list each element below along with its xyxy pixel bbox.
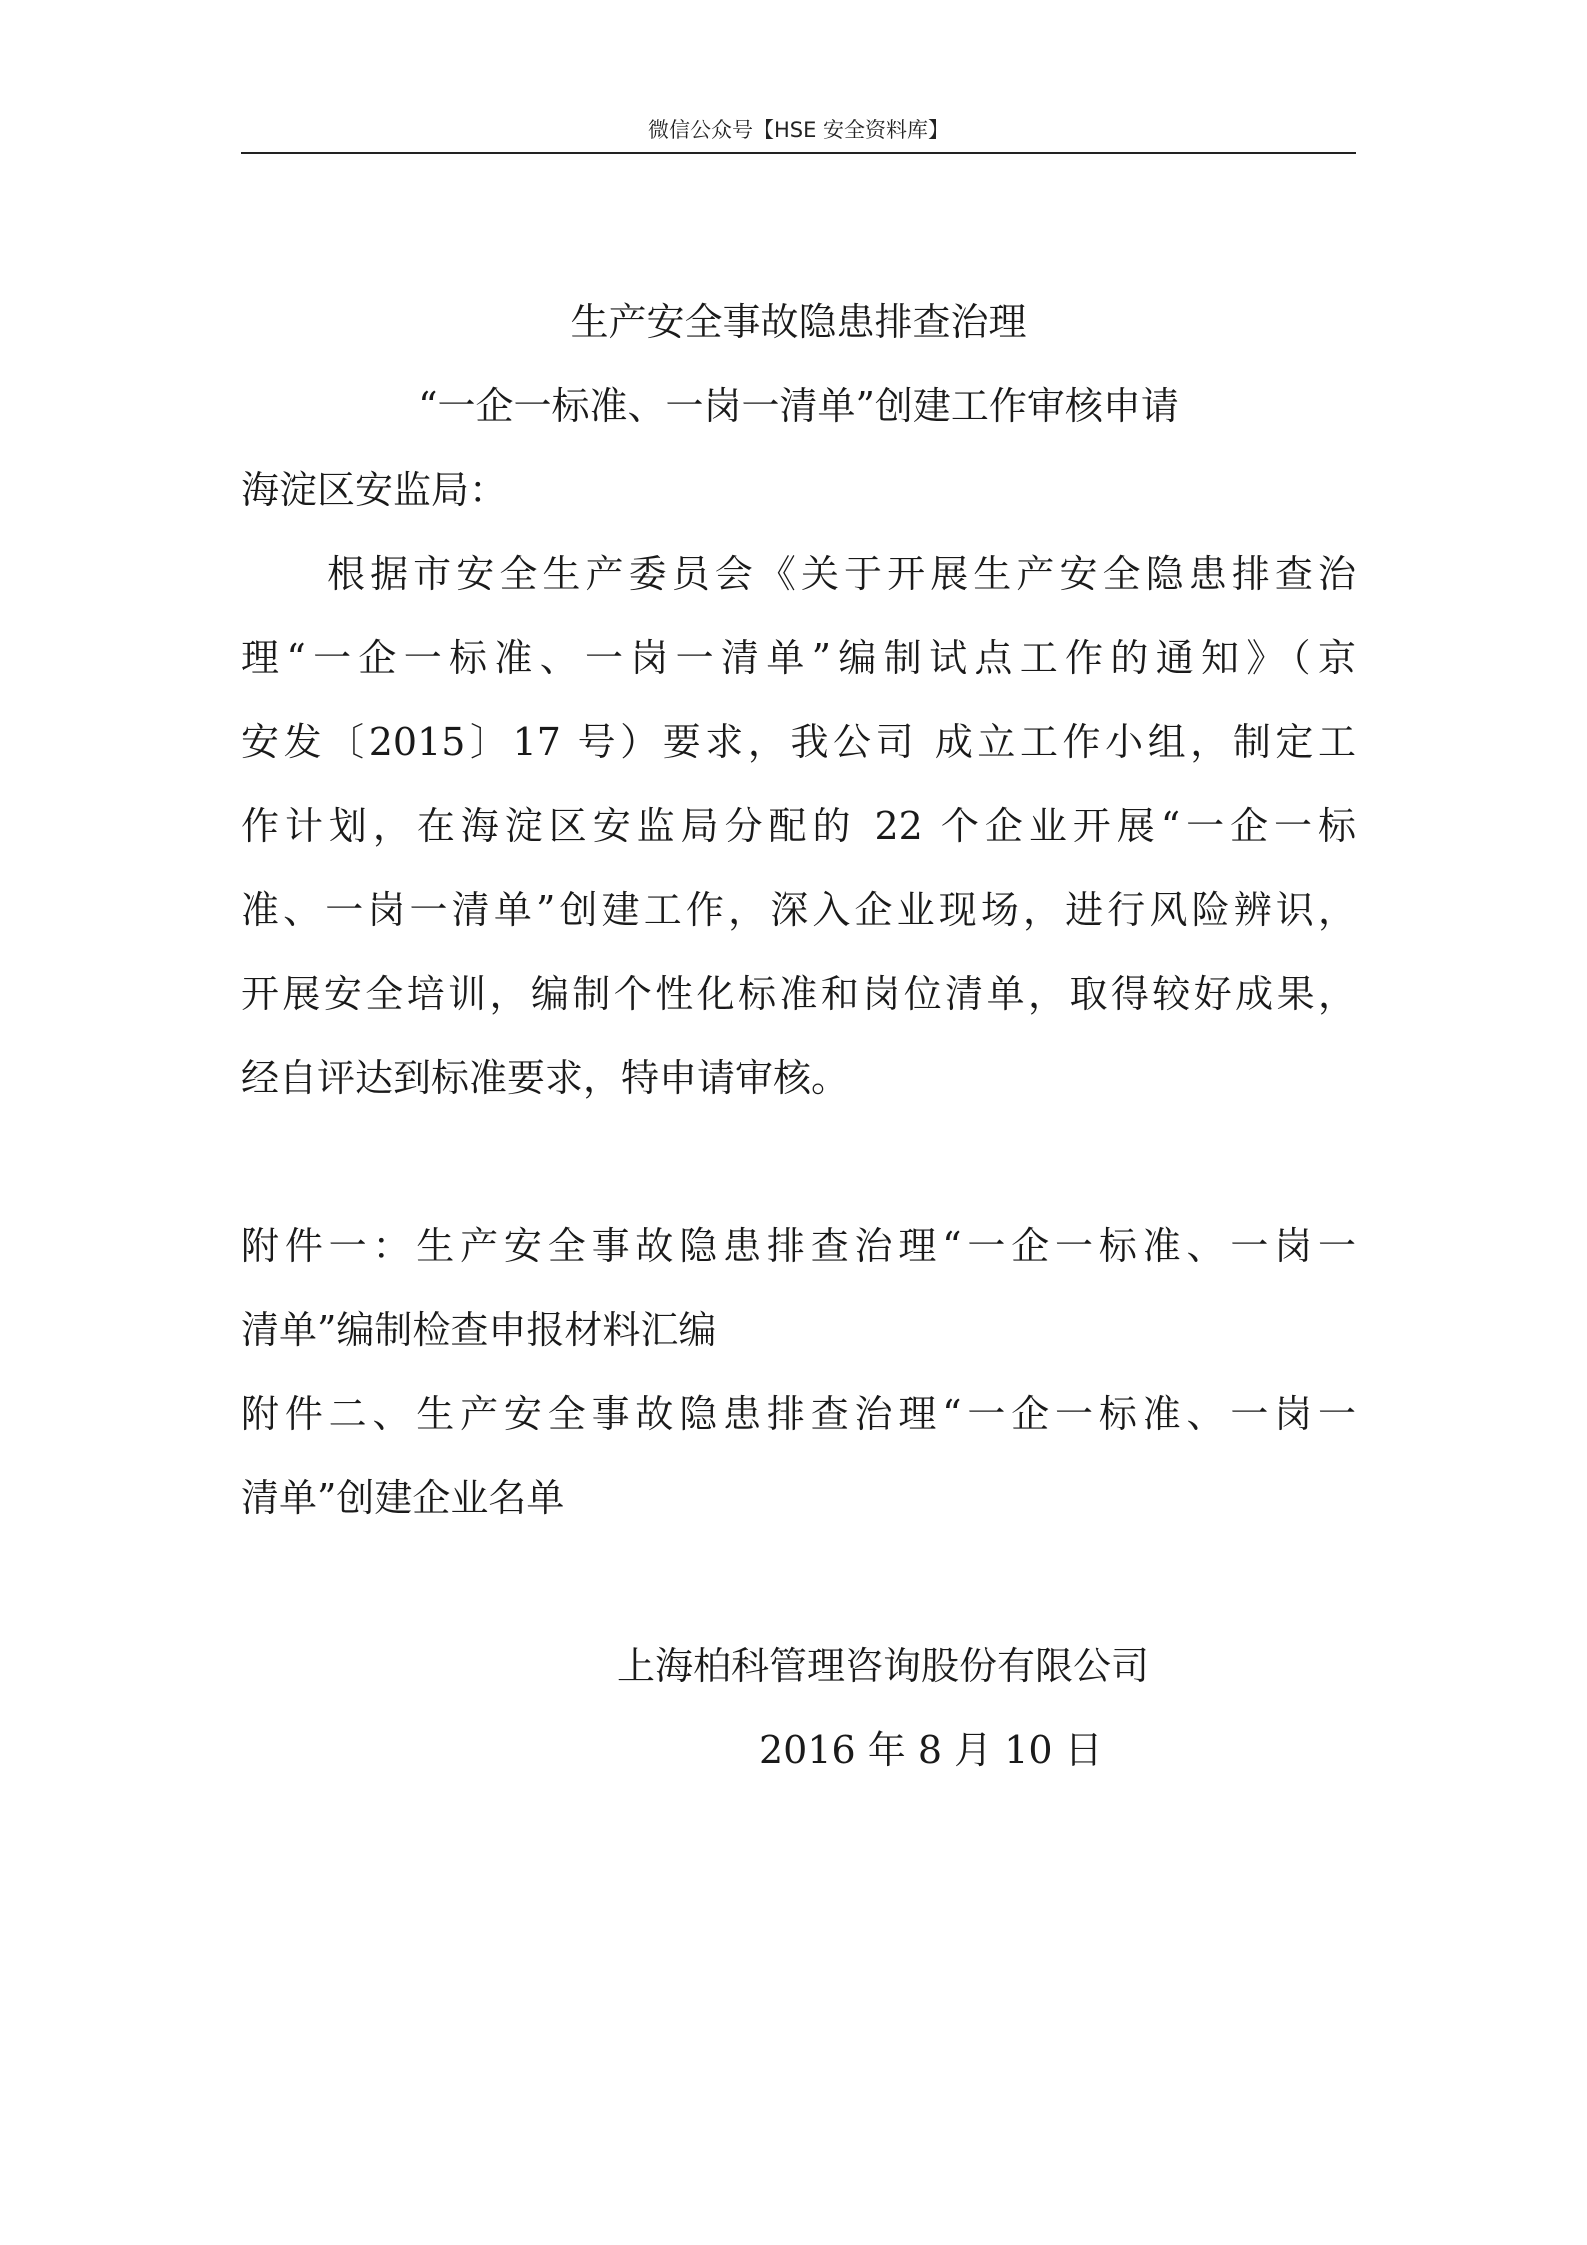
attachment-2-line-2: 清单”创建企业名单	[241, 1476, 565, 1520]
spacer	[241, 1540, 1356, 1624]
spacer	[241, 1120, 1356, 1204]
body-line-1: 根据市安全生产委员会《关于开展生产安全隐患排查治	[327, 552, 1356, 596]
title-line-1: 生产安全事故隐患排查治理	[570, 300, 1027, 344]
signature-date: 2016 年 8 月 10 日	[759, 1728, 1103, 1772]
title-line-2: “一企一标准、一岗一清单”创建工作审核申请	[418, 384, 1179, 428]
body-line-3: 安发〔2015〕17 号）要求，我公司 成立工作小组，制定工	[241, 720, 1356, 764]
page-header	[241, 108, 1356, 154]
attachment-1-line-2: 清单”编制检查申报材料汇编	[241, 1308, 717, 1352]
body-line-5: 准、一岗一清单”创建工作，深入企业现场，进行风险辨识，	[241, 888, 1356, 932]
document-body	[241, 280, 1356, 1792]
signature-block	[241, 1624, 1356, 1792]
attachment-1-line-1: 附件一：生产安全事故隐患排查治理“一企一标准、一岗一	[241, 1224, 1356, 1268]
signature-company: 上海柏科管理咨询股份有限公司	[617, 1644, 1150, 1688]
header-text: 微信公众号【HSE 安全资料库】	[647, 118, 950, 142]
attachment-2-line-1: 附件二、生产安全事故隐患排查治理“一企一标准、一岗一	[241, 1392, 1356, 1436]
body-line-7: 经自评达到标准要求，特申请审核。	[241, 1056, 850, 1100]
body-line-2: 理“一企一标准、一岗一清单”编制试点工作的通知》（京	[241, 636, 1356, 680]
body-line-6: 开展安全培训，编制个性化标准和岗位清单，取得较好成果，	[241, 972, 1356, 1016]
attachment-list	[241, 1204, 1356, 1540]
body-paragraph	[241, 532, 1356, 1120]
recipient: 海淀区安监局：	[241, 468, 508, 512]
body-line-4: 作计划，在海淀区安监局分配的 22 个企业开展“一企一标	[241, 804, 1356, 848]
